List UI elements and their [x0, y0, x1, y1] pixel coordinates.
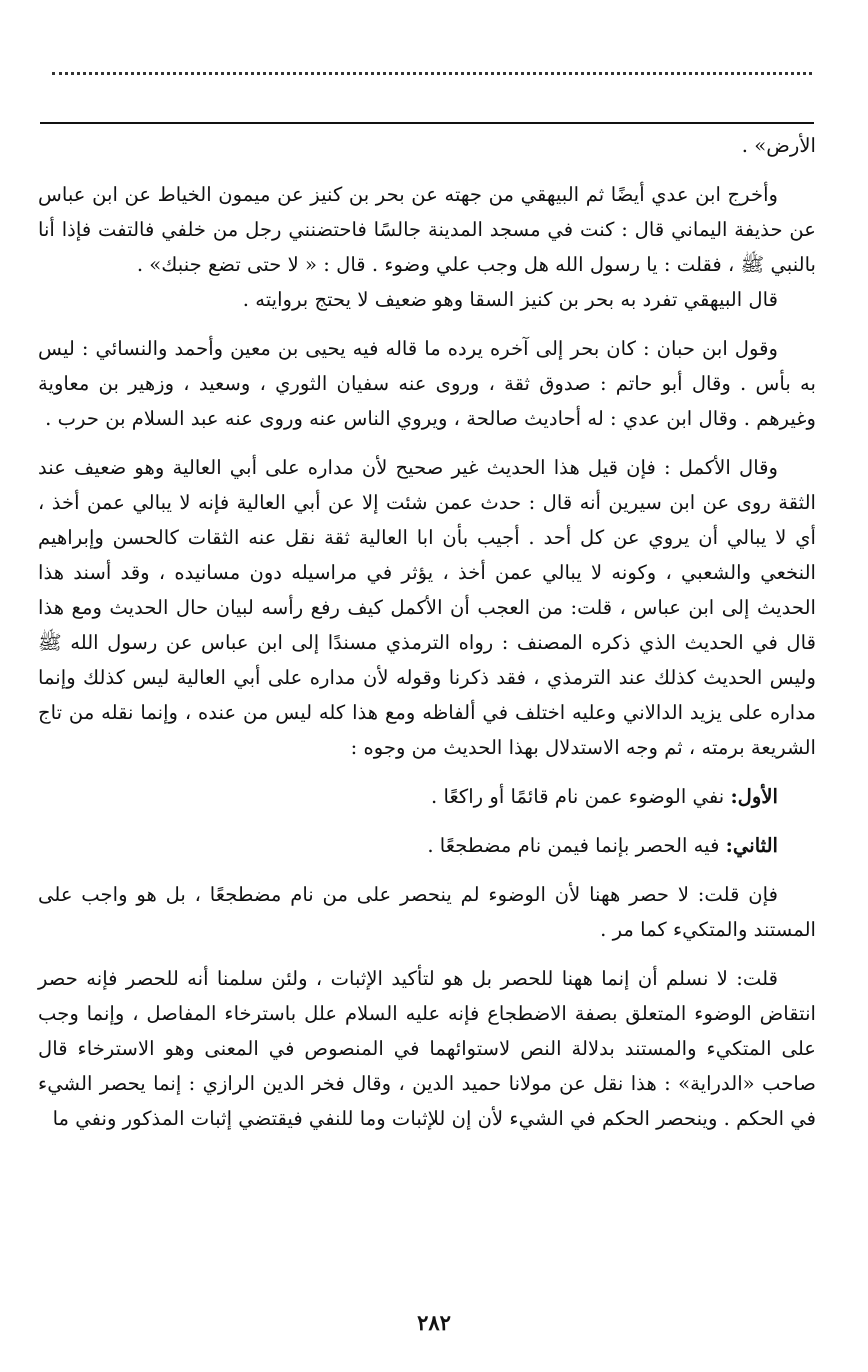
- point-second: [38, 828, 816, 863]
- point-first-label: الأول:: [730, 785, 778, 808]
- paragraph-akmal: وقال الأكمل : فإن قيل هذا الحديث غير صحيح لأن مداره على أبي العالية وهو ضعيف عند الثقة روى عن ابن سيرين أنه قال : حدث عمن شئت إلا عن أبي العالية فإنه لا يبالي عمن أخذ ، أي لا يبالي أن يروي عن كل أحد . أجيب بأن ابا العالية ثقة نقل عنه الثقات كالحسن وإبراهيم النخعي والشعبي ، وكونه لا يبالي عمن أخذ ، يؤثر في مراسيله دون مسانيده ، وقد أسند هذا الحديث إلى ابن عباس ، قلت: من العجب أن الأكمل كيف رفع رأسه لبيان حال الحديث ومع هذا قال في الحديث الذي ذكره المصنف : رواه الترمذي مسندًا إلى ابن عباس عن رسول الله ﷺ وليس الحديث كذلك عند الترمذي ، فقد ذكرنا وقوله لأن مداره على أبي العالية ليس كذلك وإنما مداره على يزيد الدالاني وعليه اختلف في ألفاظه ومع هذا كله ليس من عنده ، وإنما نقله من تاج الشريعة برمته ، ثم وجه الاستدلال بهذا الحديث من وجوه :: [38, 456, 816, 759]
- paragraph-continuation: الأرض» .: [741, 134, 816, 157]
- page-number: ٢٨٢: [417, 1310, 451, 1335]
- header-rule: [40, 122, 814, 124]
- paragraph-bayhaqi-note: قال البيهقي تفرد به بحر بن كنيز السقا وهو ضعيف لا يحتج بروايته .: [242, 288, 778, 311]
- paragraph-objection: فإن قلت: لا حصر ههنا لأن الوضوء لم ينحصر على من نام مضطجعًا ، بل هو واجب على المستند والمتكيء كما مر .: [38, 883, 816, 941]
- paragraph-reply: قلت: لا نسلم أن إنما ههنا للحصر بل هو لتأكيد الإثبات ، ولئن سلمنا أنه للحصر فإنه حصر انتقاض الوضوء المتعلق بصفة الاضطجاع فإنه عليه السلام علل باسترخاء المفاصل ، وإنما وجب على المتكيء والمستند بدلالة النص لاستوائهما في المنصوص في المعنى وهو الاسترخاء قال صاحب «الدراية» : هذا نقل عن مولانا حميد الدين ، وقال فخر الدين الرازي : إنما يحصر الشيء في الحكم . وينحصر الحكم في الشيء لأن إن للإثبات وما للنفي فيقتضي إثبات المذكور ونفي ما: [38, 967, 816, 1130]
- footnote-dotted-separator: [52, 72, 812, 75]
- point-first-text: نفي الوضوء عمن نام قائمًا أو راكعًا .: [431, 785, 731, 808]
- point-first: [38, 779, 816, 814]
- point-second-text: فيه الحصر بإنما فيمن نام مضطجعًا .: [427, 834, 726, 857]
- point-second-label: الثاني:: [725, 834, 778, 857]
- paragraph-ibn-adi-hadith: وأخرج ابن عدي أيضًا ثم البيهقي من جهته عن بحر بن كنيز عن ميمون الخياط عن ابن عباس عن حذيفة اليماني قال : كنت في مسجد المدينة جالسًا فاحتضنني رجل من خلفي فالتفت فإذا أنا بالنبي ﷺ ، فقلت : يا رسول الله هل وجب علي وضوء . قال : « لا حتى تضع جنبك» .: [38, 183, 816, 276]
- page-body: [38, 128, 816, 1136]
- paragraph-ibn-hibban: وقول ابن حبان : كان بحر إلى آخره يرده ما قاله فيه يحيى بن معين وأحمد والنسائي : ليس به بأس . وقال أبو حاتم : صدوق ثقة ، وروى عنه سفيان الثوري ، وسعيد ، وزهير بن معاوية وغيرهم . وقال ابن عدي : له أحاديث صالحة ، ويروي الناس عنه وروى عنه عبد السلام بن حرب .: [38, 337, 816, 430]
